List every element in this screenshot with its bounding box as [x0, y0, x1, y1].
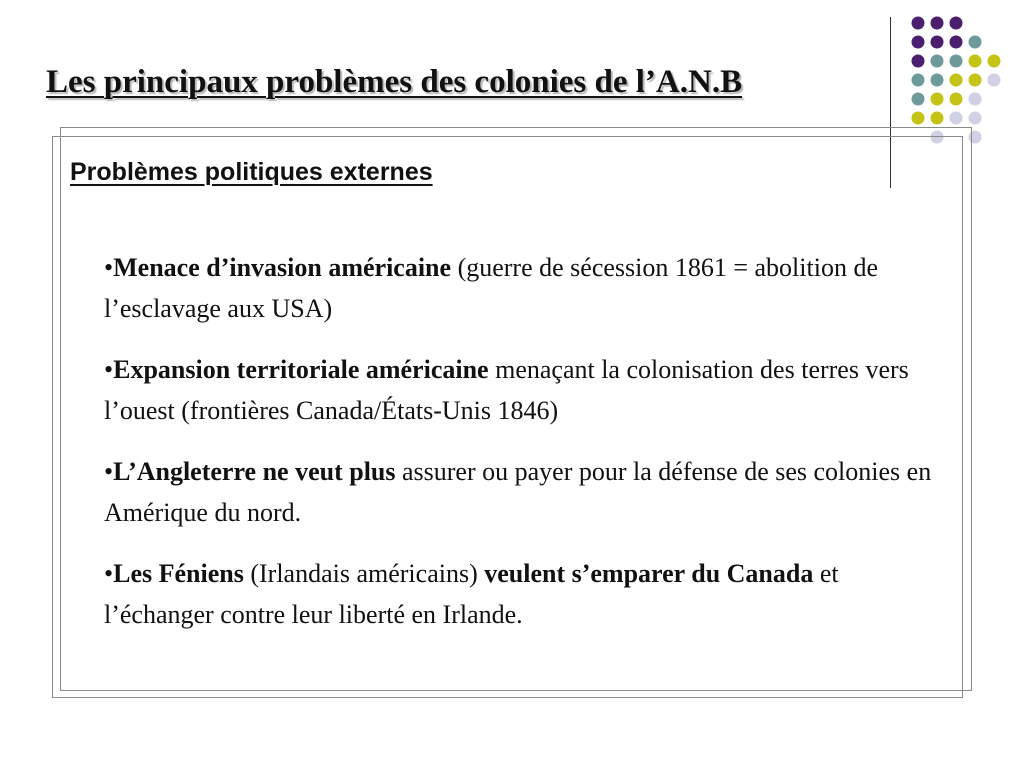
section-subtitle: Problèmes politiques externes: [70, 158, 433, 186]
decorative-dot: [969, 55, 982, 68]
decorative-dot: [912, 93, 925, 106]
decorative-dot: [912, 74, 925, 87]
bullet-emphasis: Les Féniens: [113, 559, 244, 588]
decorative-dot: [931, 74, 944, 87]
bullet-emphasis: Expansion territoriale américaine: [113, 355, 489, 384]
decorative-dot: [912, 112, 925, 125]
bullet-item: [104, 452, 944, 533]
bullet-marker: •: [104, 457, 114, 486]
bullet-text: (guerre de sécession 1861 = abolition de l’esclavage aux USA): [104, 253, 878, 323]
decorative-dot: [969, 112, 982, 125]
bullet-item: [104, 248, 944, 329]
bullet-text: assurer ou payer pour la défense de ses colonies en Amérique du nord.: [104, 457, 932, 527]
decorative-dot: [969, 74, 982, 87]
decorative-dot: [912, 36, 925, 49]
decorative-dot: [931, 55, 944, 68]
bullet-item: [104, 350, 944, 431]
bullet-text: (Irlandais américains): [243, 559, 485, 588]
decorative-dot: [950, 93, 963, 106]
decorative-dot: [988, 74, 1001, 87]
decorative-dot: [931, 93, 944, 106]
decorative-dot: [931, 112, 944, 125]
bullet-emphasis: L’Angleterre ne veut plus: [113, 457, 396, 486]
slide-title: Les principaux problèmes des colonies de l’A.N.B: [46, 64, 743, 100]
decorative-dot: [950, 112, 963, 125]
decorative-dot: [931, 17, 944, 30]
decorative-dot: [969, 36, 982, 49]
decorative-dot: [950, 17, 963, 30]
bullet-marker: •: [104, 253, 114, 282]
bullet-text: et l’échanger contre leur liberté en Irlande.: [104, 559, 839, 629]
decorative-dot: [988, 55, 1001, 68]
bullet-marker: •: [104, 559, 114, 588]
bullet-text: menaçant la colonisation des terres vers l’ouest (frontières Canada/États-Unis 1846): [104, 355, 909, 425]
decorative-dot: [950, 74, 963, 87]
bullet-item: [104, 554, 944, 635]
decorative-dot: [931, 36, 944, 49]
bullet-emphasis: veulent s’emparer du Canada: [484, 559, 814, 588]
bullet-marker: •: [104, 355, 114, 384]
decorative-dot: [912, 17, 925, 30]
decorative-dot: [950, 55, 963, 68]
decorative-dot: [912, 55, 925, 68]
bullet-emphasis: Menace d’invasion américaine: [113, 253, 452, 282]
bullet-list: [104, 248, 944, 656]
decorative-dot: [950, 36, 963, 49]
decorative-dot: [969, 93, 982, 106]
